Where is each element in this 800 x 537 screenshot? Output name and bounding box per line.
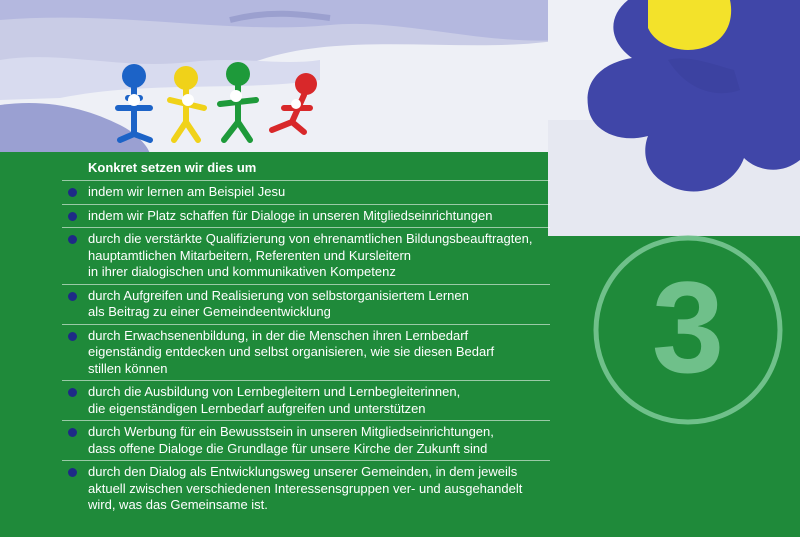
list-item-text: durch den Dialog als Entwicklungsweg unserer Gemeinden, in dem jeweils — [88, 464, 518, 479]
bullet-dot-icon — [68, 212, 77, 221]
list-item-text: dass offene Dialoge die Grundlage für unsere Kirche der Zukunft sind — [88, 440, 488, 456]
bullet-dot-icon — [68, 332, 77, 341]
bullet-dot-icon — [68, 428, 77, 437]
list-item-text: eigenständig entdecken und selbst organisieren, wie sie diesen Bedarf — [88, 344, 495, 359]
bullet-dot-icon — [68, 235, 77, 244]
list-item — [62, 461, 550, 517]
list-item-text: stillen können — [88, 360, 168, 376]
list-item-text: aktuell zwischen verschiedenen Interessensgruppen ver- und ausgehandelt — [88, 480, 523, 496]
list-item-text: wird, was das Gemeinsame ist. — [88, 497, 268, 512]
list-item — [62, 421, 550, 461]
list-item-text: hauptamtlichen Mitarbeitern, Referenten und Kursleitern — [88, 247, 412, 263]
bullet-dot-icon — [68, 292, 77, 301]
bullet-list — [62, 181, 550, 517]
list-item-text: als Beitrag zu einer Gemeindeentwicklung — [88, 304, 331, 319]
list-item — [62, 325, 550, 382]
list-item — [62, 205, 550, 229]
bullet-dot-icon — [68, 388, 77, 397]
bullet-dot-icon — [68, 468, 77, 477]
list-item — [62, 228, 550, 285]
list-item-text: indem wir lernen am Beispiel Jesu — [88, 184, 286, 199]
list-item-text: durch Aufgreifen und Realisierung von selbstorganisiertem Lernen — [88, 287, 469, 303]
list-item-text: durch die Ausbildung von Lernbegleitern und Lernbegleiterinnen, — [88, 384, 461, 399]
bullet-dot-icon — [68, 188, 77, 197]
list-item — [62, 285, 550, 325]
list-item — [62, 181, 550, 205]
list-item-text: in ihrer dialogischen und kommunikativen Kompetenz — [88, 264, 396, 279]
bullet-list-section — [62, 156, 550, 517]
section-number-badge — [590, 232, 786, 428]
section-number: 3 — [651, 254, 725, 400]
list-item-text: durch die verstärkte Qualifizierung von ehrenamtlichen Bildungsbeauftragten, — [88, 231, 533, 246]
list-item-text: durch Werbung für ein Bewusstsein in unseren Mitgliedseinrichtungen, — [88, 424, 494, 439]
list-item-text: indem wir Platz schaffen für Dialoge in unseren Mitgliedseinrichtungen — [88, 207, 493, 223]
list-item-text: durch Erwachsenenbildung, in der die Menschen ihren Lernbedarf — [88, 327, 469, 343]
list-item — [62, 381, 550, 421]
list-item-text: die eigenständigen Lernbedarf aufgreifen und unterstützen — [88, 400, 426, 416]
flower-artwork — [548, 0, 800, 236]
section-heading: Konkret setzen wir dies um — [62, 156, 550, 181]
